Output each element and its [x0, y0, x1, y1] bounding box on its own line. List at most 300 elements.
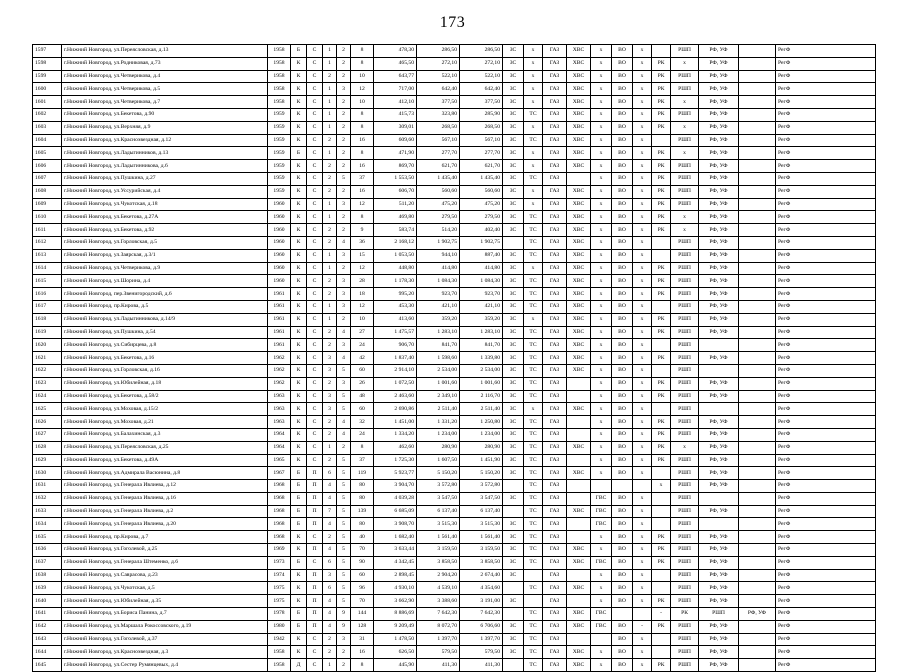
cell-shaft-service: РШП	[671, 659, 699, 672]
cell-registry: РегФ	[776, 326, 876, 339]
cell-record-number: 1611	[33, 224, 62, 237]
cell-gas: ГАЗ	[543, 198, 567, 211]
cell-residential-area: 3 159,50	[460, 544, 503, 557]
cell-cold-water	[567, 454, 591, 467]
cell-cold-water: ХВС	[567, 467, 591, 480]
cell-apartments: 8	[351, 659, 374, 672]
cell-living-area: 560,60	[417, 185, 460, 198]
cell-year-built: 1961	[268, 300, 291, 313]
cell-wall-material-class: Б	[291, 147, 307, 160]
cell-roof-type: ЗС	[503, 288, 524, 301]
cell-wall-type: С	[307, 646, 323, 659]
cell-total-area: 4 342,45	[374, 556, 417, 569]
cell-apartments: 12	[351, 262, 374, 275]
cell-wall-material-class: К	[291, 646, 307, 659]
cell-apartments: 60	[351, 364, 374, 377]
cell-gas: ГАЗ	[543, 211, 567, 224]
cell-wall-type: С	[307, 556, 323, 569]
cell-gas: ГАЗ	[543, 134, 567, 147]
cell-address: г.Нижний Новгород, ул.Саврасова, д.23	[62, 569, 268, 582]
cell-utility-codes: РФ, УФ	[699, 236, 739, 249]
cell-total-area: 1 334,20	[374, 428, 417, 441]
cell-living-area: 1 607,50	[417, 454, 460, 467]
cell-cold-water: ХВС	[567, 659, 591, 672]
cell-extra	[739, 211, 776, 224]
cell-roof-type: ЗС	[503, 134, 524, 147]
cell-living-area: 2 904,20	[417, 569, 460, 582]
table-row	[33, 377, 876, 390]
cell-gas: ГАЗ	[543, 505, 567, 518]
cell-utility-codes: РФ, УФ	[699, 582, 739, 595]
cell-year-built: 1959	[268, 160, 291, 173]
cell-extra	[739, 620, 776, 633]
cell-apartments: 10	[351, 313, 374, 326]
cell-floors: 4	[337, 416, 351, 429]
cell-cold-water: ХВС	[567, 121, 591, 134]
cell-living-area: 421,10	[417, 300, 460, 313]
cell-residential-area: 359,20	[460, 313, 503, 326]
cell-address: г.Нижний Новгород, ул.Чукотская, д.5	[62, 582, 268, 595]
cell-record-number: 1639	[33, 582, 62, 595]
cell-record-number: 1613	[33, 249, 62, 262]
cell-registry: РегФ	[776, 121, 876, 134]
cell-year-built: 1959	[268, 108, 291, 121]
cell-bath: х	[633, 352, 652, 365]
cell-hot-water: х	[591, 224, 612, 237]
cell-entrances: 1	[323, 300, 337, 313]
cell-residential-area: 3 572,80	[460, 480, 503, 493]
cell-apartments: 10	[351, 96, 374, 109]
cell-residential-area: 1 084,30	[460, 275, 503, 288]
cell-shaft-service: РШП	[671, 326, 699, 339]
cell-gas: ГАЗ	[543, 390, 567, 403]
cell-living-area: 1 397,70	[417, 633, 460, 646]
cell-gas: ГАЗ	[543, 121, 567, 134]
cell-wall-type: С	[307, 45, 323, 58]
cell-bath: х	[633, 185, 652, 198]
cell-roof-type: ЗС	[503, 326, 524, 339]
table-row	[33, 620, 876, 633]
cell-apartments: 37	[351, 454, 374, 467]
cell-roof-type: ЗС	[503, 198, 524, 211]
cell-floors: 2	[337, 441, 351, 454]
table-row	[33, 249, 876, 262]
cell-gas: ГАЗ	[543, 172, 567, 185]
cell-roof-type: ЗС	[503, 108, 524, 121]
cell-shaft-service: РШП	[671, 518, 699, 531]
cell-wall-type: С	[307, 428, 323, 441]
cell-wall-material-class: К	[291, 454, 307, 467]
cell-utility-codes	[699, 403, 739, 416]
cell-wall-material-class: Б	[291, 492, 307, 505]
cell-record-number: 1631	[33, 480, 62, 493]
cell-total-area: 4 930,10	[374, 582, 417, 595]
cell-utility-codes: РФ, УФ	[699, 326, 739, 339]
table-row	[33, 659, 876, 672]
cell-cold-water: ХВС	[567, 556, 591, 569]
cell-year-built: 1963	[268, 390, 291, 403]
table-row	[33, 108, 876, 121]
cell-residential-area: 2 534,00	[460, 364, 503, 377]
cell-hot-water: ГВС	[591, 505, 612, 518]
cell-sewerage: ВО	[612, 339, 633, 352]
cell-entrances: 2	[323, 416, 337, 429]
cell-heating: ТС	[524, 249, 543, 262]
cell-hot-water: х	[591, 326, 612, 339]
cell-residential-area: 3 191,00	[460, 595, 503, 608]
cell-extra	[739, 83, 776, 96]
cell-floors: 2	[337, 96, 351, 109]
cell-shaft-service: РШП	[671, 83, 699, 96]
cell-total-area: 1 837,40	[374, 352, 417, 365]
cell-total-area: 3 662,90	[374, 595, 417, 608]
cell-floors: 3	[337, 300, 351, 313]
cell-apartments: 40	[351, 531, 374, 544]
table-row	[33, 147, 876, 160]
cell-entrances: 3	[323, 569, 337, 582]
cell-wall-type: С	[307, 377, 323, 390]
cell-wall-material-class: К	[291, 96, 307, 109]
cell-floors: 2	[337, 262, 351, 275]
cell-heating: ТС	[524, 646, 543, 659]
cell-sewerage: ВО	[612, 275, 633, 288]
cell-gas: ГАЗ	[543, 531, 567, 544]
cell-record-number: 1603	[33, 121, 62, 134]
cell-shaft-service: РШП	[671, 646, 699, 659]
cell-registry: РегФ	[776, 608, 876, 621]
cell-living-area: 1 331,20	[417, 416, 460, 429]
cell-year-built: 1969	[268, 544, 291, 557]
cell-bath: х	[633, 428, 652, 441]
cell-bath: х	[633, 531, 652, 544]
cell-living-area: 2 534,00	[417, 364, 460, 377]
cell-roof-type: ЗС	[503, 313, 524, 326]
cell-utility-rk	[652, 505, 671, 518]
table-row	[33, 185, 876, 198]
cell-extra	[739, 198, 776, 211]
cell-year-built: 1968	[268, 505, 291, 518]
cell-living-area: 1 902,75	[417, 236, 460, 249]
cell-bath: х	[633, 467, 652, 480]
cell-floors: 9	[337, 608, 351, 621]
cell-extra	[739, 364, 776, 377]
cell-utility-rk	[652, 569, 671, 582]
cell-gas: ГАЗ	[543, 582, 567, 595]
cell-utility-codes: РФ, УФ	[699, 620, 739, 633]
cell-year-built: 1958	[268, 45, 291, 58]
cell-heating: х	[524, 57, 543, 70]
cell-extra	[739, 172, 776, 185]
cell-gas: ГАЗ	[543, 377, 567, 390]
cell-utility-rk: РК	[652, 70, 671, 83]
cell-living-area: 475,20	[417, 198, 460, 211]
table-row	[33, 428, 876, 441]
cell-floors: 2	[337, 134, 351, 147]
cell-entrances: 1	[323, 45, 337, 58]
cell-utility-rk: РК	[652, 659, 671, 672]
cell-living-area: 279,50	[417, 211, 460, 224]
cell-total-area: 453,30	[374, 300, 417, 313]
cell-year-built: 1960	[268, 262, 291, 275]
cell-shaft-service: РШП	[671, 403, 699, 416]
cell-residential-area: 7 642,30	[460, 608, 503, 621]
cell-address: г.Нижний Новгород, ул.Ладыгинникова, д.6	[62, 160, 268, 173]
cell-address: г.Нижний Новгород, ул.Сибирцева, д.8	[62, 339, 268, 352]
cell-address: г.Нижний Новгород, ул.Генерала Ивлиева, д.20	[62, 518, 268, 531]
cell-registry: РегФ	[776, 134, 876, 147]
cell-wall-material-class: К	[291, 377, 307, 390]
cell-cold-water: ХВС	[567, 339, 591, 352]
cell-hot-water: ГВС	[591, 556, 612, 569]
cell-utility-codes	[699, 492, 739, 505]
cell-wall-material-class: К	[291, 416, 307, 429]
cell-extra	[739, 467, 776, 480]
cell-address: г.Нижний Новгород, ул.Балахинская, д.3	[62, 428, 268, 441]
cell-sewerage: ВО	[612, 236, 633, 249]
cell-apartments: 10	[351, 70, 374, 83]
cell-record-number: 1641	[33, 608, 62, 621]
cell-floors: 2	[337, 659, 351, 672]
cell-gas: ГАЗ	[543, 608, 567, 621]
cell-address: г.Нижний Новгород, ул.Родниковая, д.73	[62, 57, 268, 70]
cell-utility-rk: РК	[652, 620, 671, 633]
cell-record-number: 1599	[33, 70, 62, 83]
cell-heating: ТС	[524, 134, 543, 147]
cell-utility-rk	[652, 364, 671, 377]
cell-utility-rk: РК	[652, 441, 671, 454]
cell-year-built: 1942	[268, 633, 291, 646]
table-row	[33, 492, 876, 505]
cell-bath: х	[633, 518, 652, 531]
cell-year-built: 1968	[268, 518, 291, 531]
table-row	[33, 569, 876, 582]
cell-wall-type: П	[307, 582, 323, 595]
cell-living-area: 944,10	[417, 249, 460, 262]
cell-residential-area: 1 234,00	[460, 428, 503, 441]
cell-hot-water: х	[591, 185, 612, 198]
cell-living-area: 323,80	[417, 108, 460, 121]
cell-bath	[633, 480, 652, 493]
cell-apartments: 80	[351, 518, 374, 531]
cell-shaft-service: РШП	[671, 390, 699, 403]
cell-utility-codes: РФ, УФ	[699, 57, 739, 70]
cell-roof-type: ЗС	[503, 633, 524, 646]
table-row	[33, 300, 876, 313]
cell-year-built: 1959	[268, 147, 291, 160]
cell-living-area: 579,50	[417, 646, 460, 659]
cell-utility-rk	[652, 339, 671, 352]
cell-roof-type: ЗС	[503, 160, 524, 173]
cell-utility-rk: РК	[652, 454, 671, 467]
cell-heating: ТС	[524, 377, 543, 390]
cell-address: г.Нижний Новгород, ул.Адмирала Васюнина, д.8	[62, 467, 268, 480]
cell-living-area: 414,80	[417, 262, 460, 275]
cell-record-number: 1637	[33, 556, 62, 569]
cell-utility-codes: РФ, УФ	[699, 96, 739, 109]
cell-floors: 2	[337, 108, 351, 121]
cell-hot-water: х	[591, 352, 612, 365]
cell-entrances: 1	[323, 441, 337, 454]
cell-address: г.Нижний Новгород, пр.Кирова, д.5	[62, 300, 268, 313]
cell-record-number: 1629	[33, 454, 62, 467]
cell-sewerage: ВО	[612, 57, 633, 70]
cell-shaft-service: РШП	[671, 288, 699, 301]
cell-registry: РегФ	[776, 300, 876, 313]
cell-record-number: 1634	[33, 518, 62, 531]
cell-floors: 5	[337, 454, 351, 467]
cell-record-number: 1616	[33, 288, 62, 301]
cell-bath: х	[633, 582, 652, 595]
cell-floors: 5	[337, 556, 351, 569]
cell-wall-type: С	[307, 441, 323, 454]
cell-residential-area: 421,10	[460, 300, 503, 313]
cell-residential-area: 414,80	[460, 262, 503, 275]
cell-year-built: 1958	[268, 96, 291, 109]
cell-registry: РегФ	[776, 582, 876, 595]
cell-gas: ГАЗ	[543, 313, 567, 326]
cell-entrances: 1	[323, 147, 337, 160]
cell-heating: ТС	[524, 544, 543, 557]
cell-roof-type: ЗС	[503, 275, 524, 288]
table-row	[33, 172, 876, 185]
table-body	[33, 45, 876, 672]
cell-record-number: 1636	[33, 544, 62, 557]
cell-registry: РегФ	[776, 352, 876, 365]
cell-apartments: 96	[351, 582, 374, 595]
cell-utility-codes: РФ, УФ	[699, 352, 739, 365]
cell-address: г.Нижний Новгород, ул.Бекетова, д.58/2	[62, 390, 268, 403]
cell-address: г.Нижний Новгород, ул.Переясловская, д.25	[62, 441, 268, 454]
cell-record-number: 1642	[33, 620, 62, 633]
cell-cold-water: ХВС	[567, 147, 591, 160]
cell-extra	[739, 45, 776, 58]
cell-gas: ГАЗ	[543, 480, 567, 493]
cell-total-area: 465,50	[374, 57, 417, 70]
cell-sewerage: ВО	[612, 147, 633, 160]
cell-floors: 5	[337, 172, 351, 185]
cell-living-area: 268,50	[417, 121, 460, 134]
cell-year-built: 1961	[268, 313, 291, 326]
cell-hot-water: х	[591, 569, 612, 582]
cell-utility-codes: РФ, УФ	[699, 531, 739, 544]
cell-residential-area: 841,70	[460, 339, 503, 352]
cell-hot-water: х	[591, 160, 612, 173]
cell-year-built: 1961	[268, 326, 291, 339]
cell-heating: ТС	[524, 300, 543, 313]
cell-registry: РегФ	[776, 147, 876, 160]
cell-residential-area: 1 561,40	[460, 531, 503, 544]
cell-residential-area: 2 674,40	[460, 569, 503, 582]
cell-sewerage: ВО	[612, 492, 633, 505]
cell-gas: ГАЗ	[543, 403, 567, 416]
cell-bath: х	[633, 544, 652, 557]
cell-utility-codes: РФ, УФ	[699, 595, 739, 608]
cell-wall-material-class: К	[291, 262, 307, 275]
cell-bath: х	[633, 57, 652, 70]
cell-sewerage: ВО	[612, 467, 633, 480]
cell-bath: х	[633, 83, 652, 96]
cell-floors: 9	[337, 620, 351, 633]
cell-wall-type: П	[307, 620, 323, 633]
cell-living-area: 5 150,20	[417, 467, 460, 480]
cell-sewerage	[612, 608, 633, 621]
cell-record-number: 1617	[33, 300, 62, 313]
cell-record-number: 1607	[33, 172, 62, 185]
cell-residential-area: 560,60	[460, 185, 503, 198]
cell-wall-type: С	[307, 134, 323, 147]
cell-entrances: 1	[323, 96, 337, 109]
cell-residential-area: 522,10	[460, 70, 503, 83]
cell-roof-type: ЗС	[503, 377, 524, 390]
cell-total-area: 2 898,45	[374, 569, 417, 582]
cell-hot-water: х	[591, 544, 612, 557]
cell-utility-rk: РК	[652, 275, 671, 288]
cell-wall-material-class: К	[291, 569, 307, 582]
table-row	[33, 595, 876, 608]
cell-residential-area: 286,50	[460, 45, 503, 58]
cell-entrances: 4	[323, 480, 337, 493]
cell-entrances: 1	[323, 313, 337, 326]
cell-roof-type: ЗС	[503, 224, 524, 237]
cell-wall-type: С	[307, 275, 323, 288]
cell-roof-type: ЗС	[503, 454, 524, 467]
cell-wall-material-class: К	[291, 441, 307, 454]
cell-registry: РегФ	[776, 454, 876, 467]
cell-bath: х	[633, 569, 652, 582]
cell-floors: 2	[337, 646, 351, 659]
cell-hot-water: х	[591, 364, 612, 377]
cell-roof-type: ЗС	[503, 556, 524, 569]
cell-heating: ТС	[524, 172, 543, 185]
cell-utility-codes: РФ, УФ	[699, 467, 739, 480]
cell-record-number: 1600	[33, 83, 62, 96]
cell-utility-codes: РФ, УФ	[699, 416, 739, 429]
cell-residential-area: 285,90	[460, 108, 503, 121]
cell-utility-codes: РФ, УФ	[699, 160, 739, 173]
cell-utility-rk: -	[652, 608, 671, 621]
cell-entrances: 2	[323, 454, 337, 467]
cell-utility-rk: РК	[652, 198, 671, 211]
cell-wall-type: П	[307, 467, 323, 480]
cell-residential-area: 1 283,10	[460, 326, 503, 339]
cell-total-area: 3 633,44	[374, 544, 417, 557]
cell-utility-rk: РК	[652, 108, 671, 121]
cell-floors: 5	[337, 531, 351, 544]
cell-wall-type: П	[307, 480, 323, 493]
cell-wall-type: С	[307, 249, 323, 262]
cell-total-area: 2 168,12	[374, 236, 417, 249]
cell-utility-rk	[652, 45, 671, 58]
cell-total-area: 5 923,77	[374, 467, 417, 480]
cell-shaft-service: РШП	[671, 505, 699, 518]
cell-cold-water: ХВС	[567, 544, 591, 557]
cell-living-area: 272,10	[417, 57, 460, 70]
cell-roof-type: ЗС	[503, 531, 524, 544]
cell-record-number: 1619	[33, 326, 62, 339]
cell-address: г.Нижний Новгород, ул.Красноэвездная, д.12	[62, 134, 268, 147]
cell-extra	[739, 531, 776, 544]
cell-floors: 3	[337, 339, 351, 352]
cell-extra	[739, 160, 776, 173]
cell-utility-rk	[652, 403, 671, 416]
cell-bath: х	[633, 147, 652, 160]
cell-hot-water: х	[591, 70, 612, 83]
cell-living-area: 1 598,60	[417, 352, 460, 365]
cell-gas: ГАЗ	[543, 96, 567, 109]
cell-shaft-service: РШП	[671, 172, 699, 185]
cell-year-built: 1974	[268, 569, 291, 582]
cell-wall-material-class: Б	[291, 620, 307, 633]
